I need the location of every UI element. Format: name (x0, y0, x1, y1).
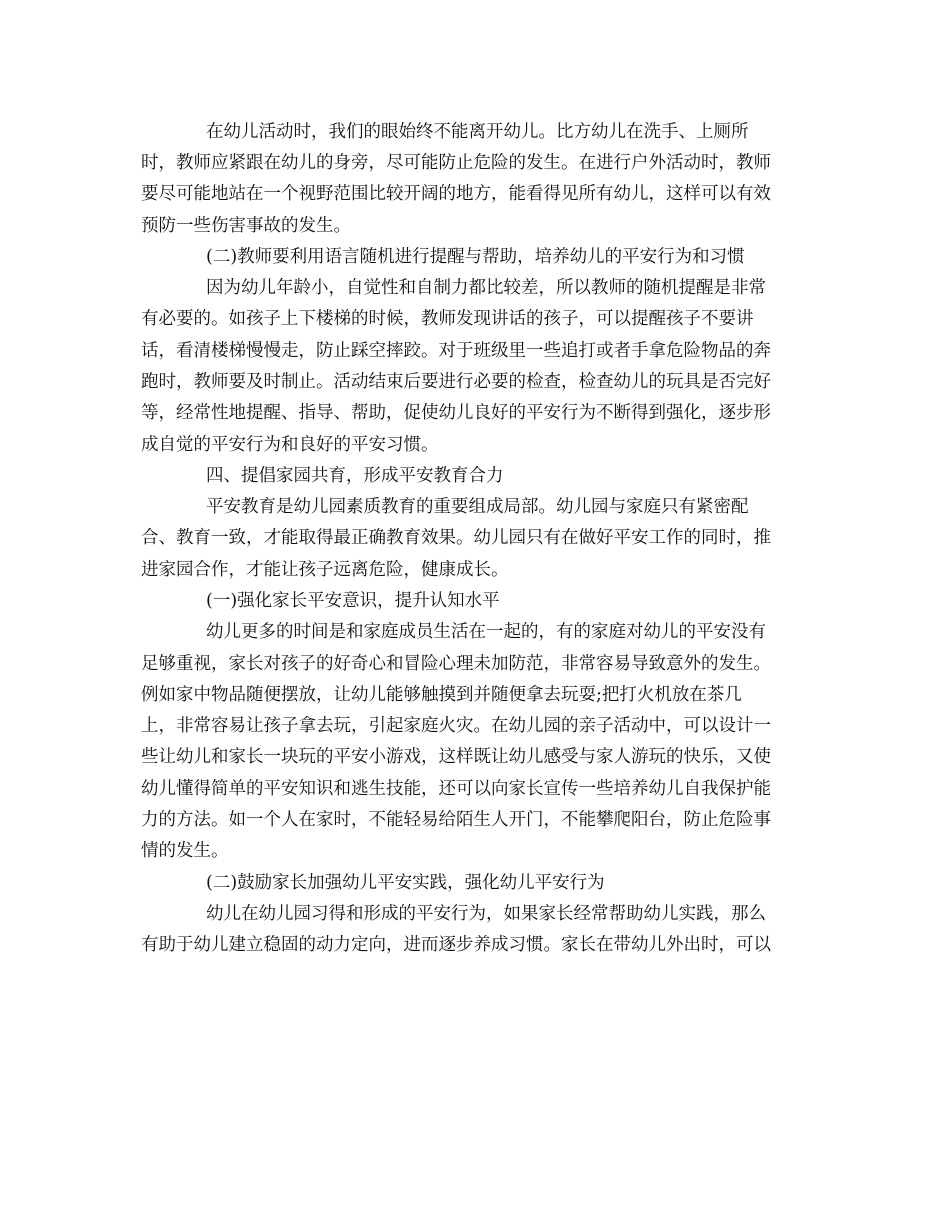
text-line: 合、教育一致，才能取得最正确教育效果。幼儿园只有在做好平安工作的同时，推 (141, 528, 771, 548)
text-line: 预防一些伤害事故的发生。 (141, 216, 351, 236)
text-line: 进家园合作，才能让孩子远离危险，健康成长。 (141, 560, 509, 580)
section-heading: (二)鼓励家长加强幼儿平安实践，强化幼儿平安行为 (206, 873, 605, 893)
text-line: 幼儿更多的时间是和家庭成员生活在一起的，有的家庭对幼儿的平安没有 (206, 622, 766, 642)
text-line: 成自觉的平安行为和良好的平安习惯。 (141, 435, 439, 455)
text-line: 情的发生。 (141, 841, 229, 861)
text-line: 幼儿在幼儿园习得和形成的平安行为，如果家长经常帮助幼儿实践，那么 (206, 904, 766, 924)
text-line: 平安教育是幼儿园素质教育的重要组成局部。幼儿园与家庭只有紧密配 (206, 497, 749, 517)
section-heading: 四、提倡家园共育，形成平安教育合力 (206, 466, 504, 486)
text-line: 幼儿懂得简单的平安知识和逃生技能，还可以向家长宣传一些培养幼儿自我保护能 (141, 779, 771, 799)
text-line: 足够重视，家长对孩子的好奇心和冒险心理未加防范，非常容易导致意外的发生。 (141, 654, 771, 674)
text-line: 例如家中物品随便摆放，让幼儿能够触摸到并随便拿去玩耍;把打火机放在茶几 (141, 685, 742, 705)
text-line: 要尽可能地站在一个视野范围比较开阔的地方，能看得见所有幼儿，这样可以有效 (141, 184, 771, 204)
text-line: 话，看清楼梯慢慢走，防止踩空摔跤。对于班级里一些追打或者手拿危险物品的奔 (141, 341, 771, 361)
text-line: 时，教师应紧跟在幼儿的身旁，尽可能防止危险的发生。在进行户外活动时，教师 (141, 153, 771, 173)
section-heading: (一)强化家长平安意识，提升认知水平 (206, 591, 500, 611)
text-line: 跑时，教师要及时制止。活动结束后要进行必要的检查，检查幼儿的玩具是否完好 (141, 372, 771, 392)
text-line: 有必要的。如孩子上下楼梯的时候，教师发现讲话的孩子，可以提醒孩子不要讲 (141, 309, 754, 329)
text-line: 上，非常容易让孩子拿去玩，引起家庭火灾。在幼儿园的亲子活动中，可以设计一 (141, 716, 771, 736)
section-heading: (二)教师要利用语言随机进行提醒与帮助，培养幼儿的平安行为和习惯 (206, 247, 745, 267)
text-line: 力的方法。如一个人在家时，不能轻易给陌生人开门，不能攀爬阳台，防止危险事 (141, 810, 771, 830)
text-line: 在幼儿活动时，我们的眼始终不能离开幼儿。比方幼儿在洗手、上厕所 (206, 122, 749, 142)
text-line: 因为幼儿年龄小，自觉性和自制力都比较差，所以教师的随机提醒是非常 (206, 278, 766, 298)
text-line: 等，经常性地提醒、指导、帮助，促使幼儿良好的平安行为不断得到强化，逐步形 (141, 403, 771, 423)
text-line: 有助于幼儿建立稳固的动力定向，进而逐步养成习惯。家长在带幼儿外出时，可以 (141, 935, 771, 955)
text-line: 些让幼儿和家长一块玩的平安小游戏，这样既让幼儿感受与家人游玩的快乐，又使 (141, 747, 771, 767)
